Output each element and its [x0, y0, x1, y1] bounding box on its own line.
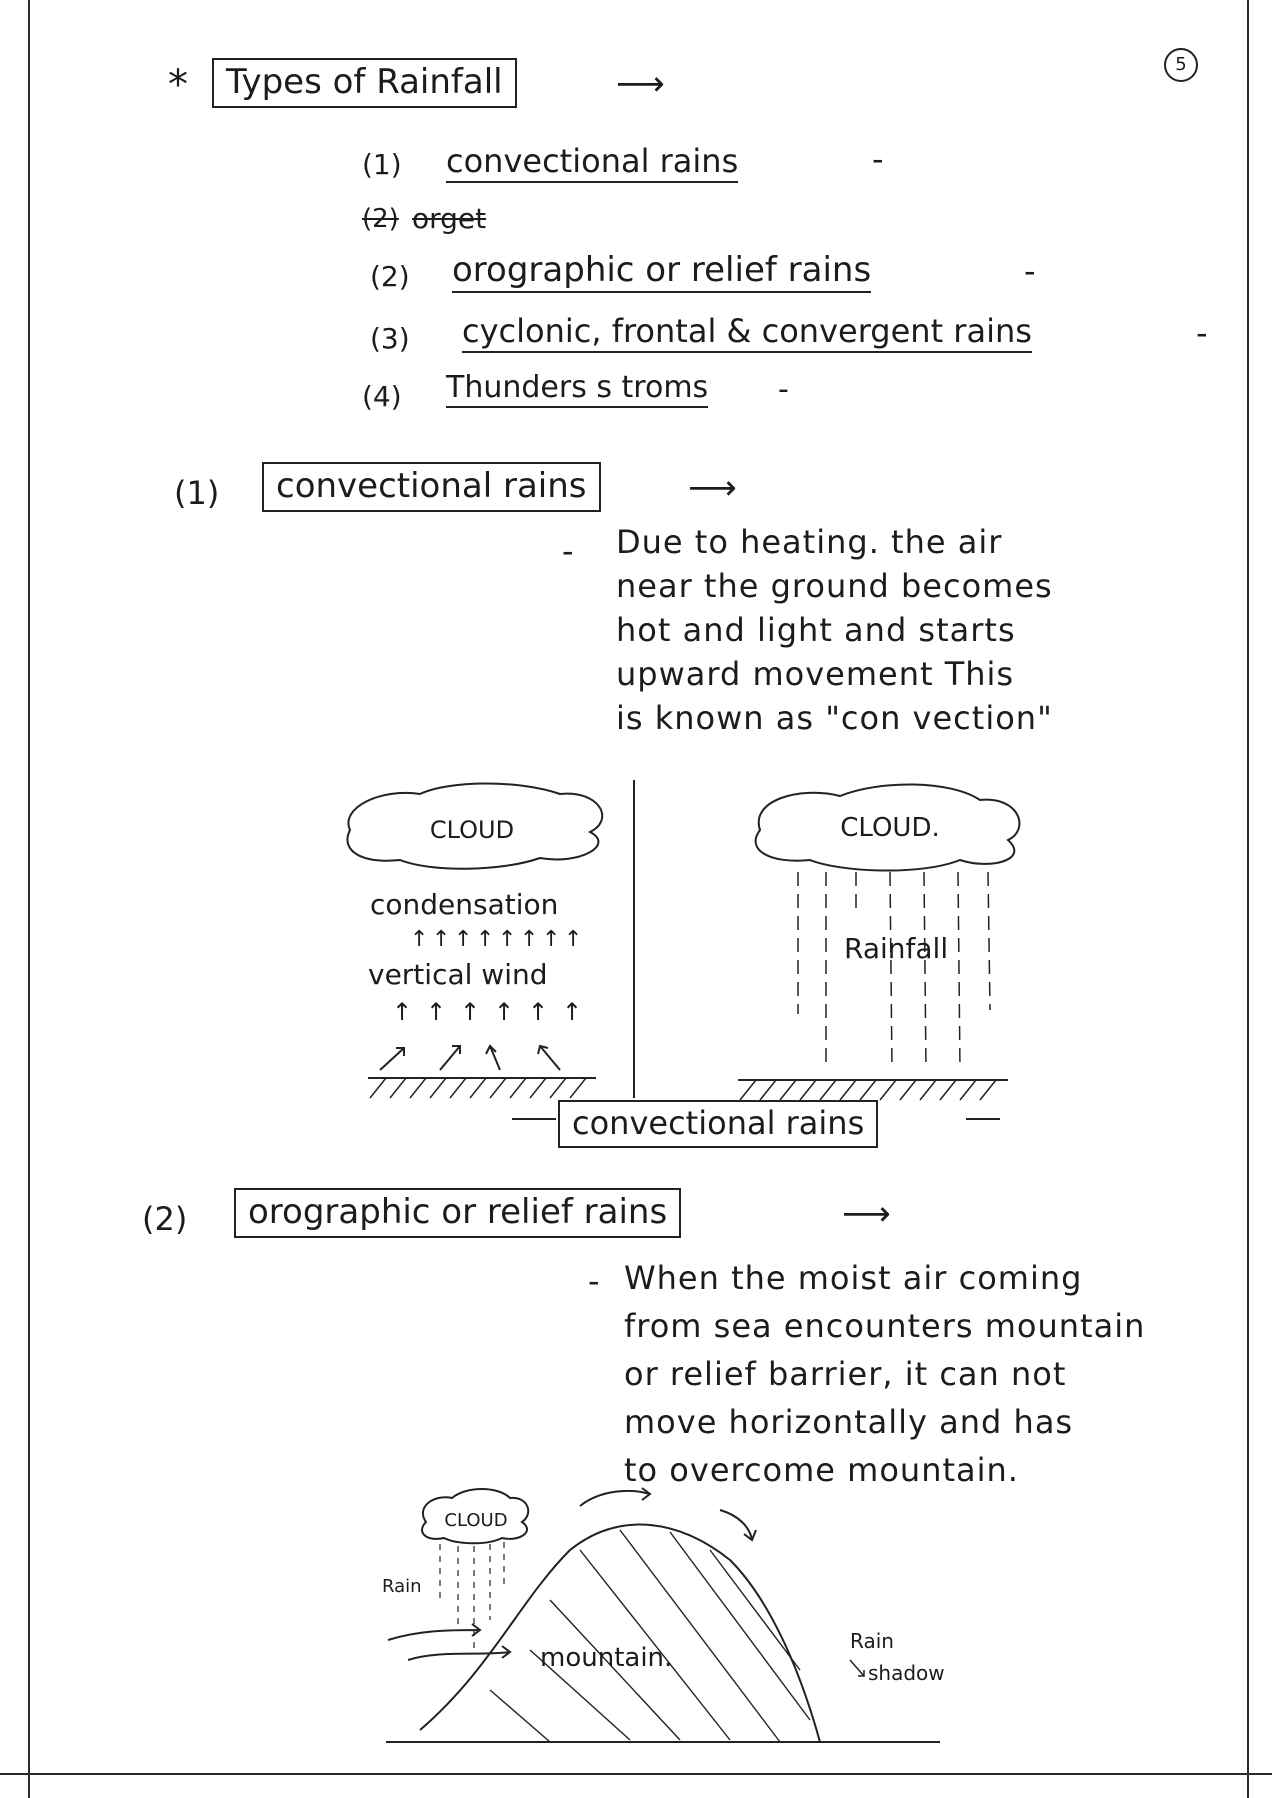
svg-text:↑: ↑ — [494, 998, 515, 1026]
page-title: Types of Rainfall — [212, 58, 517, 108]
rain-label: Rain — [382, 1576, 422, 1597]
right-cloud-label: CLOUD. — [840, 813, 940, 843]
svg-text:↑: ↑ — [542, 927, 561, 952]
paragraph-line: from sea encounters mountain — [624, 1307, 1146, 1345]
rainfall-label: Rainfall — [844, 932, 949, 965]
svg-text:↑: ↑ — [498, 927, 517, 952]
paragraph-line: is known as "con vection" — [616, 699, 1053, 737]
paragraph-line: or relief barrier, it can not — [624, 1355, 1067, 1393]
svg-text:↑: ↑ — [454, 927, 473, 952]
title-arrow: ⟶ — [616, 64, 665, 104]
caption-left-rule — [512, 1118, 556, 1120]
convection-description — [616, 520, 1053, 740]
surface-arrows — [380, 1046, 560, 1070]
list-item-number: (4) — [362, 380, 402, 413]
list-item-number-struck: (2) — [362, 204, 399, 234]
paragraph-line: When the moist air coming — [624, 1259, 1083, 1297]
paragraph-line: upward movement This — [616, 655, 1015, 693]
svg-text:↑: ↑ — [460, 998, 481, 1026]
page-bottom-rule — [0, 1773, 1272, 1775]
list-item-number: (3) — [370, 322, 410, 355]
paragraph-line: near the ground becomes — [616, 567, 1053, 605]
svg-text:↑: ↑ — [564, 927, 583, 952]
list-item: cyclonic, frontal & convergent rains — [462, 312, 1032, 353]
left-cloud-label: CLOUD — [429, 816, 515, 844]
svg-text:↑: ↑ — [520, 927, 539, 952]
list-item: Thunders s troms — [446, 370, 708, 408]
page-number: 5 — [1164, 48, 1198, 82]
mountain-label: mountain. — [540, 1643, 673, 1673]
list-item: convectional rains — [446, 142, 738, 183]
rain-streaks — [798, 872, 990, 1070]
paragraph-line: Due to heating. the air — [616, 523, 1003, 561]
condensation-label: condensation — [370, 888, 559, 921]
svg-text:↑: ↑ — [410, 927, 429, 952]
section-number: (2) — [142, 1200, 188, 1238]
right-ground-hatching — [740, 1080, 996, 1100]
lower-arrow-row — [392, 998, 582, 1026]
rain-shadow-label-top: Rain — [850, 1629, 894, 1653]
list-item-dash: - — [872, 140, 884, 178]
left-ground-hatching — [370, 1078, 586, 1098]
section-title: orographic or relief rains — [234, 1188, 681, 1238]
svg-text:↑: ↑ — [392, 998, 413, 1026]
section-title: convectional rains — [262, 462, 601, 512]
list-item-dash: - — [1024, 252, 1036, 290]
list-item-number: (1) — [362, 148, 402, 181]
svg-text:↑: ↑ — [426, 998, 447, 1026]
page-left-rule — [28, 0, 30, 1798]
section-arrow: ⟶ — [688, 468, 737, 508]
svg-text:↑: ↑ — [528, 998, 549, 1026]
list-item-dash: - — [778, 372, 789, 407]
mountain-hatching — [490, 1530, 810, 1742]
list-item-dash: - — [1196, 314, 1208, 352]
paragraph-line: move horizontally and has — [624, 1403, 1074, 1441]
diagram-caption: convectional rains — [558, 1100, 878, 1148]
mountain-outline — [420, 1525, 820, 1742]
orographic-description — [624, 1254, 1145, 1494]
svg-text:↑: ↑ — [432, 927, 451, 952]
heading-bullet: * — [168, 62, 188, 108]
rain-shadow-label-bottom: shadow — [868, 1661, 945, 1685]
list-item-number: (2) — [370, 260, 410, 293]
paragraph-line: to overcome mountain. — [624, 1451, 1019, 1489]
page-right-rule — [1247, 0, 1249, 1798]
paragraph-dash: - — [588, 1262, 600, 1300]
list-item-struck: orget — [412, 202, 487, 235]
svg-text:↑: ↑ — [562, 998, 583, 1026]
caption-right-rule — [966, 1118, 1000, 1120]
upper-arrow-row — [410, 927, 582, 952]
section-arrow: ⟶ — [842, 1194, 891, 1234]
rain-shadow-arrow — [850, 1660, 864, 1676]
paragraph-dash: - — [562, 532, 574, 570]
orographic-diagram — [380, 1480, 1000, 1750]
list-item: orographic or relief rains — [452, 250, 871, 293]
small-cloud-label: CLOUD — [444, 1510, 508, 1531]
section-number: (1) — [174, 474, 220, 512]
cloud-rain-streaks — [440, 1542, 504, 1650]
vertical-wind-label: vertical wind — [368, 958, 548, 991]
svg-text:↑: ↑ — [476, 927, 495, 952]
paragraph-line: hot and light and starts — [616, 611, 1016, 649]
